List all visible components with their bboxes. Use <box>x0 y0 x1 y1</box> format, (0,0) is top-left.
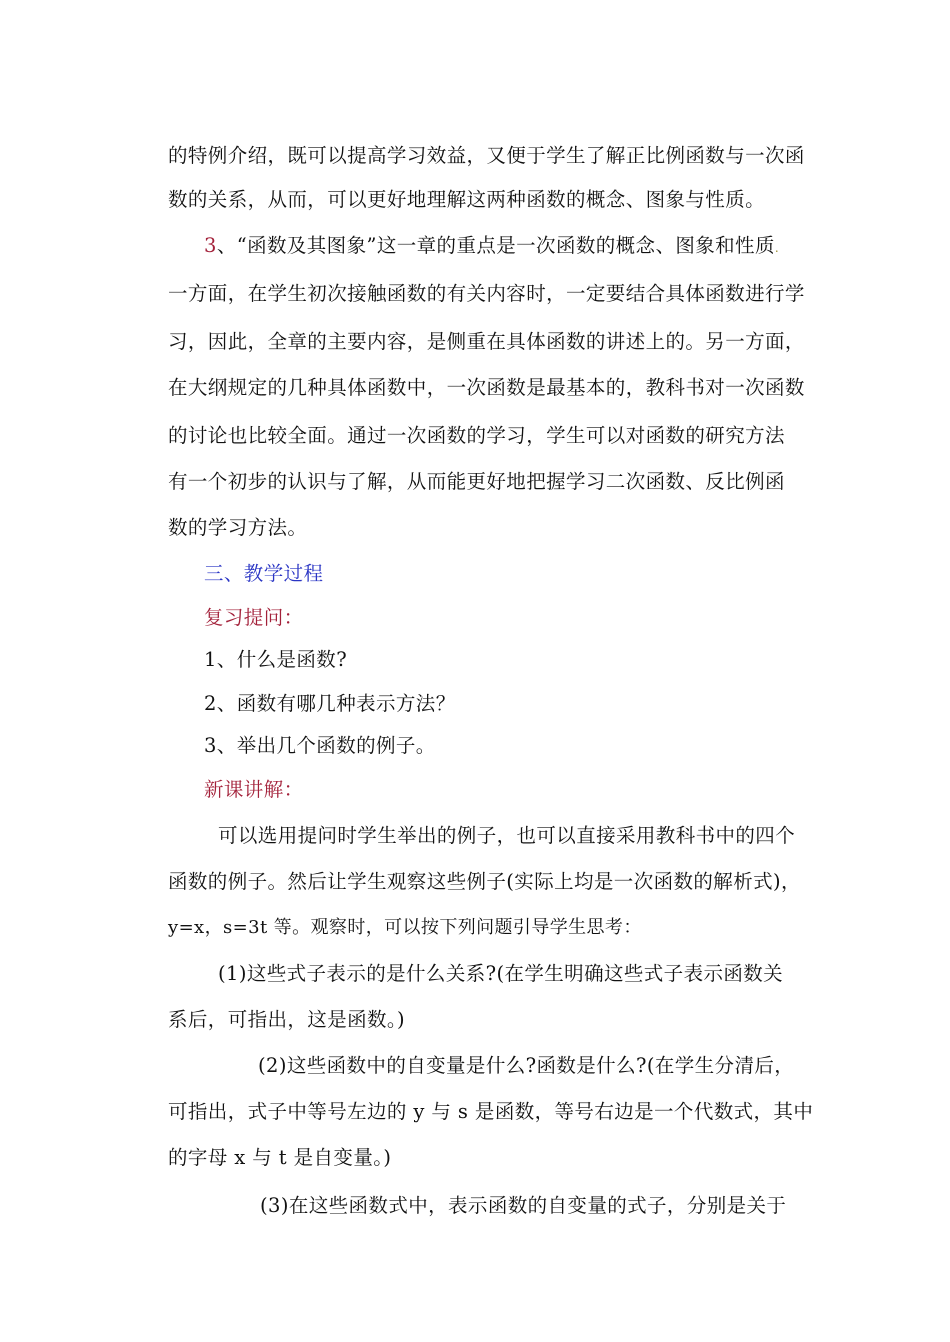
point3-text: 、“函数及其图象”这一章的重点是一次函数的概念、图象和性质 <box>216 234 775 257</box>
point3-line-4: 在大纲规定的几种具体函数中，一次函数是最基本的，教科书对一次函数 <box>168 376 805 399</box>
question-1-line-1: (1)这些式子表示的是什么关系?(在学生明确这些式子表示函数关 <box>218 962 784 985</box>
point3-number: 3 <box>204 234 217 257</box>
question-2-line-2: 可指出，式子中等号左边的 y 与 s 是函数，等号右边是一个代数式，其中 <box>168 1100 814 1123</box>
point3-line-3: 习，因此，全章的主要内容，是侧重在具体函数的讲述上的。另一方面， <box>168 330 805 353</box>
question-2-line-1: (2)这些函数中的自变量是什么?函数是什么?(在学生分清后， <box>258 1054 795 1077</box>
new-lesson-line-1: 可以选用提问时学生举出的例子，也可以直接采用教科书中的四个 <box>218 824 796 847</box>
new-lesson-heading: 新课讲解： <box>204 778 304 801</box>
review-question-2: 2、函数有哪几种表示方法？ <box>204 692 456 715</box>
new-lesson-line-3: y=x，s=3t 等。观察时，可以按下列问题引导学生思考： <box>168 917 642 938</box>
point3-line-1 <box>204 232 779 262</box>
intro-line-2: 数的关系，从而，可以更好地理解这两种函数的概念、图象与性质。 <box>168 188 766 211</box>
point3-line-6: 有一个初步的认识与了解，从而能更好地把握学习二次函数、反比例函 <box>168 470 785 493</box>
new-lesson-line-2: 函数的例子。然后让学生观察这些例子(实际上均是一次函数的解析式)， <box>168 870 801 893</box>
point3-line-2: 一方面，在学生初次接触函数的有关内容时，一定要结合具体函数进行学 <box>168 282 805 305</box>
review-question-1: 1、什么是函数? <box>204 648 348 671</box>
section-heading-teaching-process: 三、教学过程 <box>204 562 324 585</box>
question-3-line-1: (3)在这些函数式中，表示函数的自变量的式子，分别是关于 <box>260 1194 787 1217</box>
point3-line-5: 的讨论也比较全面。通过一次函数的学习，学生可以对函数的研究方法 <box>168 424 785 447</box>
stray-mark: . <box>774 241 780 255</box>
question-2-line-3: 的字母 x 与 t 是自变量。) <box>168 1146 392 1169</box>
question-1-line-2: 系后，可指出，这是函数。) <box>168 1008 406 1031</box>
point3-line-7: 数的学习方法。 <box>168 516 308 539</box>
review-heading: 复习提问： <box>204 606 304 629</box>
review-question-3: 3、举出几个函数的例子。 <box>204 734 436 757</box>
intro-line-1: 的特例介绍，既可以提高学习效益，又便于学生了解正比例函数与一次函 <box>168 144 805 167</box>
